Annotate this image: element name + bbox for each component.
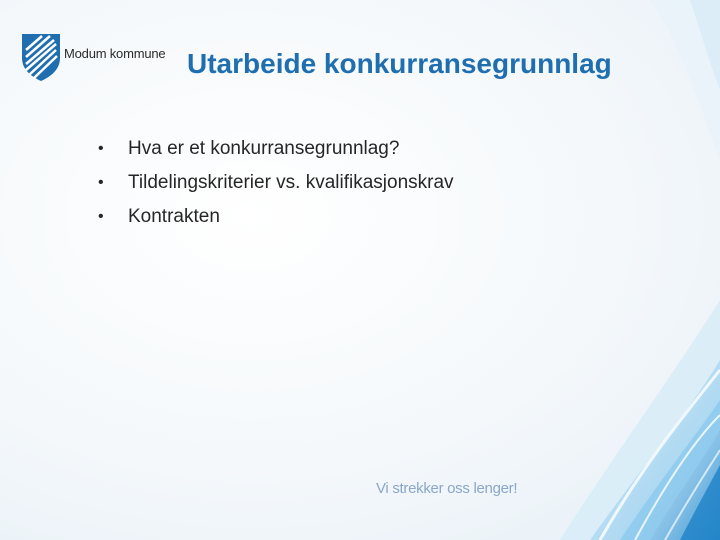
bullet-list xyxy=(98,132,454,234)
bullet-icon: • xyxy=(98,174,104,191)
slide-title: Utarbeide konkurransegrunnlag xyxy=(187,48,612,79)
logo-text: Modum kommune xyxy=(64,46,166,61)
bullet-text: Kontrakten xyxy=(128,206,220,227)
bullet-item xyxy=(98,200,454,234)
municipal-shield-icon xyxy=(20,30,62,82)
bullet-text: Tildelingskriterier vs. kvalifikasjonskrav xyxy=(128,172,454,193)
bullet-item xyxy=(98,132,454,166)
municipality-logo xyxy=(20,30,190,90)
bullet-icon: • xyxy=(98,140,104,157)
bullet-icon: • xyxy=(98,208,104,225)
tagline: Vi strekker oss lenger! xyxy=(376,480,518,497)
bullet-item xyxy=(98,166,454,200)
bullet-text: Hva er et konkurransegrunnlag? xyxy=(128,138,400,159)
